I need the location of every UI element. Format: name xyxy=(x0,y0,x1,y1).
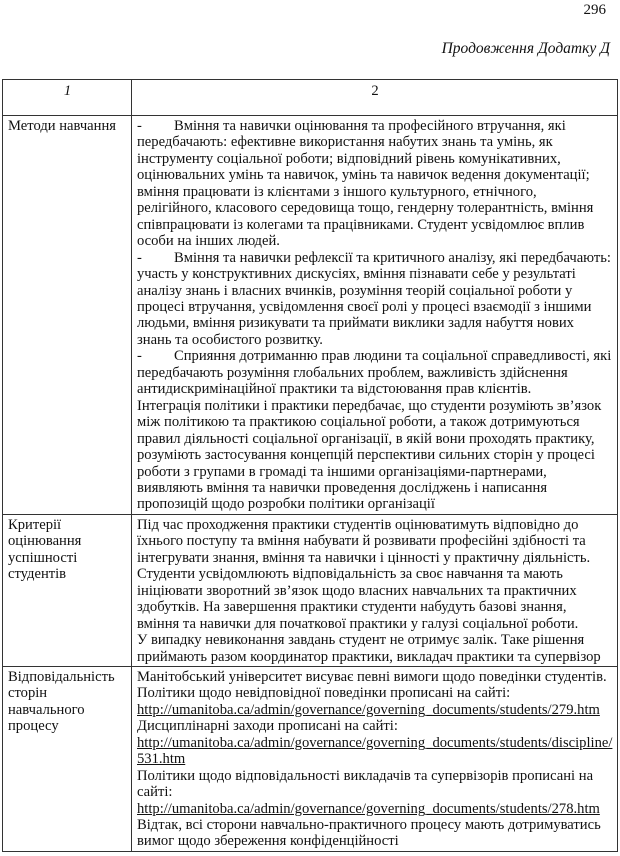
text-line xyxy=(137,233,613,249)
line-text: правил діяльності соціальної організації, в якій вони проходять практику, xyxy=(137,430,595,447)
text-line xyxy=(137,751,613,767)
line-text: розуміють застосування концепцій перспективи сильних сторін у процесі xyxy=(137,447,595,464)
text-line xyxy=(137,817,613,833)
appendix-table xyxy=(2,79,618,852)
line-text: процесі втручання, усвідомлення своєї ролі у процесі взаємодії з іншими xyxy=(137,298,592,315)
dash-bullet-marker: - xyxy=(137,348,142,365)
text-line xyxy=(137,332,613,348)
line-text: між політикою та практикою соціальної роботи, а також дотримуються xyxy=(137,414,580,431)
line-text: інтегрувати знання, вміння та навички і цінності у практичну діяльність. xyxy=(137,549,591,566)
line-text: інструменту соціальної роботи; відповідний рівень комунікативних, xyxy=(137,150,561,167)
text-line xyxy=(137,702,613,718)
row-label-line: процесу xyxy=(8,718,59,735)
text-line xyxy=(137,447,613,463)
row-label-line: студентів xyxy=(8,566,67,583)
text-line xyxy=(137,649,613,665)
line-text: роботи з групами в громаді та іншими організаціями-партнерами, xyxy=(137,463,547,480)
row-label-line: оцінювання xyxy=(8,533,82,550)
line-text: Відтак, всі сторони навчально-практичного процесу мають дотримуватись xyxy=(137,817,601,834)
text-line xyxy=(137,365,613,381)
row-label-line: Методи навчання xyxy=(8,118,116,134)
policy-link[interactable]: 531.htm xyxy=(137,751,186,768)
row-content-cell xyxy=(132,666,618,851)
text-line xyxy=(137,735,613,751)
text-line xyxy=(137,784,613,800)
line-text: антидискримінаційної практики та відстоювання прав клієнтів. xyxy=(137,381,532,398)
row-label-line: успішності xyxy=(8,549,78,566)
row-label-line: Відповідальність xyxy=(8,668,115,685)
line-text: знань та особистого розвитку. xyxy=(137,331,323,348)
line-text: Під час проходження практики студентів оцінюватимуть відповідно до xyxy=(137,516,579,533)
line-text: пропозицій щодо розробки політики організації xyxy=(137,496,435,513)
text-line xyxy=(137,134,613,150)
text-line xyxy=(137,167,613,183)
text-line xyxy=(137,381,613,397)
line-text: здобутків. На завершення практики студенти набудуть базові знання, xyxy=(137,599,567,616)
bullet-line xyxy=(137,348,613,364)
text-line xyxy=(137,599,613,615)
line-text: Вміння та навички оцінювання та професійного втручання, які xyxy=(174,118,566,134)
text-line xyxy=(137,480,613,496)
dash-bullet-marker: - xyxy=(137,249,142,266)
line-text: Вміння та навички рефлексії та критичного аналізу, які передбачають: xyxy=(174,249,611,266)
line-text: Студенти усвідомлюють відповідальність за своє навчання та мають xyxy=(137,566,563,583)
line-text: вміння працювати із клієнтами з іншого культурного, етнічного, xyxy=(137,183,537,200)
text-line xyxy=(137,217,613,233)
teaching-methods-row xyxy=(3,116,618,515)
line-text: ініціювати зворотний зв’язок щодо власних навчальних та практичних xyxy=(137,582,577,599)
text-line xyxy=(137,200,613,216)
dash-bullet-marker: - xyxy=(137,118,142,134)
page-number: 296 xyxy=(583,2,606,18)
bullet-line xyxy=(137,250,613,266)
policy-link[interactable]: http://umanitoba.ca/admin/governance/governing_documents/students/279.htm xyxy=(137,701,600,718)
appendix-continuation-title: Продовження Додатку Д xyxy=(441,40,610,57)
policy-link[interactable]: http://umanitoba.ca/admin/governance/governing_documents/students/278.htm xyxy=(137,800,600,817)
line-text: передбачають: ефективне використання набутих знань та умінь, як xyxy=(137,134,553,151)
row-content-cell xyxy=(132,514,618,666)
text-line xyxy=(137,550,613,566)
row-label-cell xyxy=(3,666,132,851)
text-line xyxy=(137,431,613,447)
text-line xyxy=(137,583,613,599)
row-content-cell xyxy=(132,116,618,515)
line-text: вимог щодо збереження конфіденційності xyxy=(137,833,399,850)
text-line xyxy=(137,566,613,582)
line-text: оцінювальних умінь та навичок, умінь та навичок ведення документації; xyxy=(137,167,590,184)
header-column-1: 1 xyxy=(3,80,132,116)
text-line xyxy=(137,496,613,512)
line-text: релігійного, класового середовища тощо, гендерну толерантність, вміння xyxy=(137,200,594,217)
policy-link[interactable]: http://umanitoba.ca/admin/governance/governing_documents/students/discipline/ xyxy=(137,734,613,751)
text-line xyxy=(137,151,613,167)
line-text: Сприяння дотриманню прав людини та соціальної справедливості, які xyxy=(174,348,612,365)
text-line xyxy=(137,801,613,817)
text-line xyxy=(137,398,613,414)
line-text: особи на інших людей. xyxy=(137,233,280,250)
bullet-line xyxy=(137,118,613,134)
line-text: Політики щодо невідповідної поведінки прописані на сайті: xyxy=(137,685,511,702)
row-label-cell xyxy=(3,514,132,666)
line-text: Дисциплінарні заходи прописані на сайті: xyxy=(137,718,398,735)
text-line xyxy=(137,685,613,701)
assessment-criteria-row xyxy=(3,514,618,666)
header-column-2: 2 xyxy=(132,80,618,116)
text-line xyxy=(137,464,613,480)
text-line xyxy=(137,266,613,282)
line-text: Манітобський університет висуває певні вимоги щодо поведінки студентів. xyxy=(137,668,607,685)
line-text: У випадку невиконання завдань студент не отримує залік. Таке рішення xyxy=(137,632,585,649)
line-text: передбачають розуміння глобальних проблем, важливість здійснення xyxy=(137,364,568,381)
line-text: співпрацювати із колегами та працівниками. Студент усвідомлює вплив xyxy=(137,216,585,233)
text-line xyxy=(137,768,613,784)
text-line xyxy=(137,283,613,299)
line-text: людьми, вміння ризикувати та приймати виклики задля набуття нових xyxy=(137,315,574,332)
line-text: участь у конструктивних дискусіях, вміння пізнавати себе у результаті xyxy=(137,266,576,283)
line-text: сайті: xyxy=(137,784,173,801)
text-line xyxy=(137,669,613,685)
text-line xyxy=(137,184,613,200)
line-text: Політики щодо відповідальності викладачів та супервізорів прописані на xyxy=(137,767,594,784)
table-header-row xyxy=(3,80,618,116)
text-line xyxy=(137,718,613,734)
text-line xyxy=(137,616,613,632)
text-line xyxy=(137,315,613,331)
text-line xyxy=(137,533,613,549)
text-line xyxy=(137,517,613,533)
row-label-line: сторін xyxy=(8,685,48,702)
line-text: їхнього поступу та вміння набувати й розвивати професійні здібності та xyxy=(137,533,586,550)
row-label-line: Критерії xyxy=(8,516,62,533)
responsibility-row xyxy=(3,666,618,851)
text-line xyxy=(137,299,613,315)
line-text: Інтеграція політики і практики передбачає, що студенти розуміють зв’язок xyxy=(137,397,602,414)
line-text: виявляють вміння та навички проведення досліджень і написання xyxy=(137,479,548,496)
row-label-line: навчального xyxy=(8,701,85,718)
text-line xyxy=(137,414,613,430)
line-text: вміння та навички для початкової практики у галузі соціальної роботи. xyxy=(137,615,579,632)
line-text: приймають разом координатор практики, викладач практики та супервізор xyxy=(137,648,601,665)
row-label-cell xyxy=(3,116,132,515)
text-line xyxy=(137,833,613,849)
line-text: аналізу знань і власних вчинків, розуміння теорій соціальної роботи у xyxy=(137,282,573,299)
text-line xyxy=(137,632,613,648)
